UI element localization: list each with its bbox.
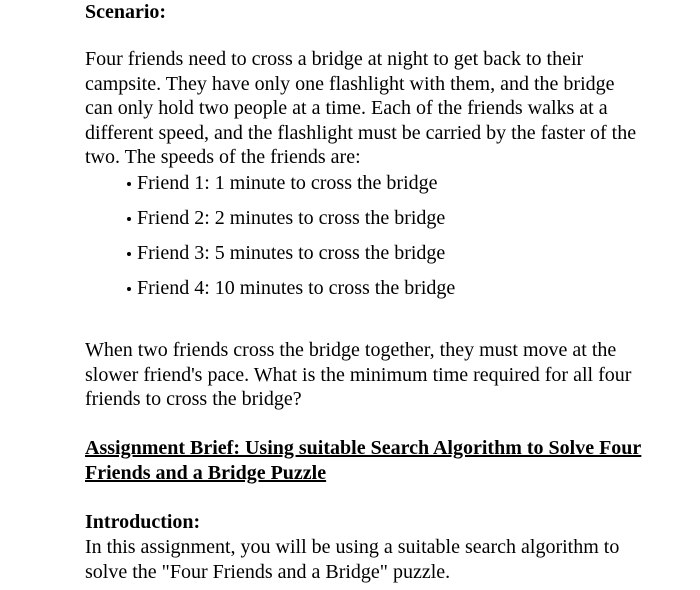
introduction-paragraph: In this assignment, you will be using a suitable search algorithm to solve the "Four Friends and a Bridge" puzzle. (85, 536, 620, 583)
bullet-icon (127, 182, 131, 186)
list-item (85, 241, 455, 276)
bullet-icon (127, 252, 131, 256)
friend-speed-text: Friend 2: 2 minutes to cross the bridge (137, 207, 446, 229)
assignment-brief-title: Assignment Brief: Using suitable Search Algorithm to Solve Four Friends and a Bridge Puzzle (85, 437, 642, 484)
list-item (85, 206, 455, 241)
friends-speed-list (85, 171, 455, 311)
friend-speed-text: Friend 4: 10 minutes to cross the bridge (137, 277, 456, 299)
scenario-heading: Scenario: (85, 1, 167, 23)
bullet-icon (127, 287, 131, 291)
list-item (85, 276, 455, 311)
list-item (85, 171, 455, 206)
introduction-heading: Introduction: (85, 511, 201, 533)
friend-speed-text: Friend 1: 1 minute to cross the bridge (137, 172, 438, 194)
bullet-icon (127, 217, 131, 221)
friend-speed-text: Friend 3: 5 minutes to cross the bridge (137, 242, 446, 264)
pace-paragraph: When two friends cross the bridge together, they must move at the slower friend's pace. What is the minimum time required for all four friends to cross the bridge? (85, 339, 632, 410)
scenario-paragraph: Four friends need to cross a bridge at night to get back to their campsite. They have only one flashlight with them, and the bridge can only hold two people at a time. Each of the friends walks at a different speed, and the flashlight must be carried by the faster of the two. The speeds of the friends are: (85, 48, 637, 168)
